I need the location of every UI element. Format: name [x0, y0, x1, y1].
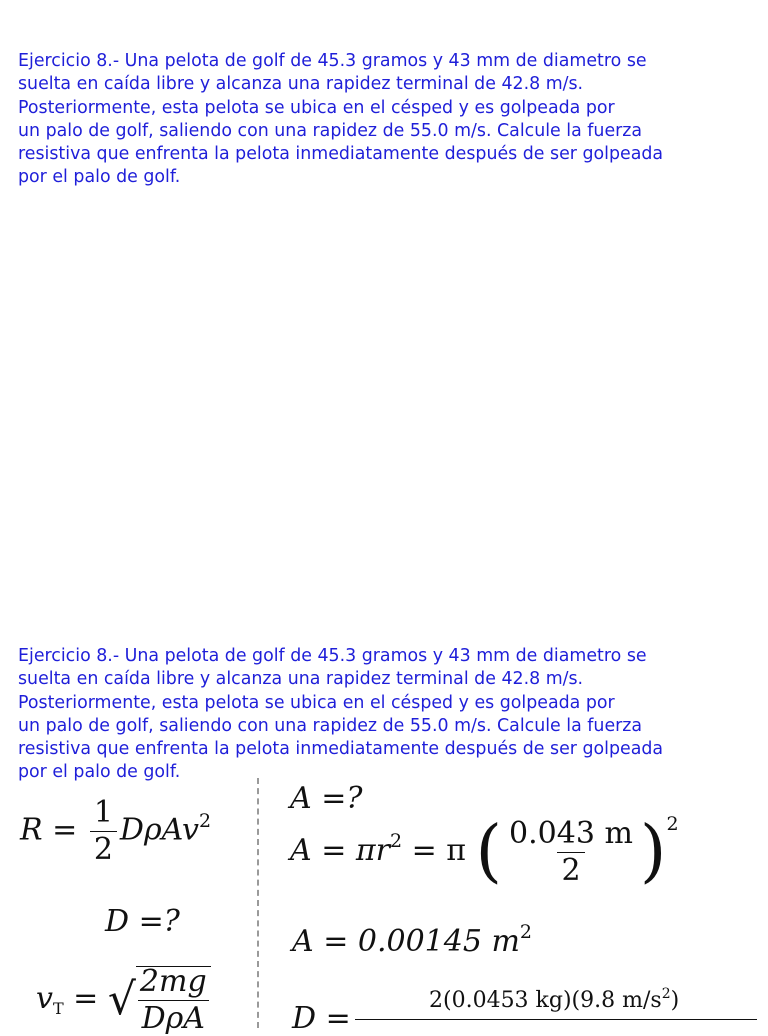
- left-paren-icon: (: [475, 812, 503, 891]
- right-paren-icon: ): [639, 812, 667, 891]
- problem-line: resistiva que enfrenta la pelota inmediatamente después de ser golpeada: [18, 144, 664, 165]
- a-unknown-text: A =?: [290, 781, 363, 816]
- d-numerator: [429, 986, 680, 1013]
- problem-line: un palo de golf, saliendo con una rapidez de 55.0 m/s. Calcule la fuerza: [18, 120, 643, 141]
- area-result-exponent: 2: [519, 921, 533, 943]
- problem-line: resistiva que enfrenta la pelota inmediatamente después de ser golpeada: [18, 739, 664, 760]
- drag-rhs: DρAv: [119, 812, 199, 848]
- half-denominator: 2: [90, 831, 117, 865]
- problem-line: un palo de golf, saliendo con una rapidez de 55.0 m/s. Calcule la fuerza: [18, 715, 643, 736]
- vt-numerator: 2mg: [139, 964, 207, 999]
- area-equals-pi: = π: [411, 833, 466, 868]
- area-numerator: 0.043 m: [509, 815, 633, 851]
- problem-statement-top: [18, 50, 763, 190]
- d-unknown: [105, 904, 180, 939]
- vt-equals: =: [73, 981, 99, 1016]
- d-fraction-bar: [355, 1019, 757, 1020]
- problem-line: Posteriormente, esta pelota se ubica en el césped y es golpeada por: [18, 692, 615, 713]
- area-outer-exponent: 2: [666, 813, 679, 835]
- problem-line: Ejercicio 8.- Una pelota de golf de 45.3 gramos y 43 mm de diametro se: [18, 51, 647, 71]
- vt-subscript: T: [52, 999, 64, 1018]
- area-exponent: 2: [389, 830, 403, 852]
- area-result: [292, 921, 533, 959]
- vt-denominator: DρA: [138, 1000, 209, 1034]
- problem-line: Posteriormente, esta pelota se ubica en el césped y es golpeada por: [18, 97, 615, 118]
- area-fraction: [505, 815, 637, 888]
- drag-lhs: R =: [20, 812, 78, 848]
- d-formula-lhs: [292, 1001, 351, 1036]
- a-unknown: [290, 781, 363, 816]
- half-numerator: 1: [93, 795, 113, 830]
- vt-symbol: v: [36, 981, 53, 1016]
- problem-line: por el palo de golf.: [18, 167, 181, 188]
- drag-force-formula: [20, 795, 212, 867]
- problem-line: suelta en caída libre y alcanza una rapidez terminal de 42.8 m/s.: [18, 669, 584, 690]
- drag-exponent: 2: [199, 809, 212, 832]
- area-formula: [290, 812, 679, 891]
- d-unknown-text: D =?: [105, 904, 180, 939]
- d-lhs-text: D =: [292, 1001, 351, 1036]
- d-numerator-exponent: 2: [661, 986, 671, 1002]
- half-fraction: [90, 795, 117, 867]
- area-lhs: A = πr: [290, 833, 390, 868]
- area-denominator: 2: [557, 852, 584, 886]
- area-result-text: A = 0.00145 m: [292, 924, 520, 959]
- d-numerator-text: 2(0.0453 kg)(9.8 m/s: [429, 988, 662, 1013]
- problem-statement-bottom: [18, 645, 763, 785]
- sqrt-sign-icon: √: [107, 974, 136, 1025]
- problem-line: suelta en caída libre y alcanza una rapidez terminal de 42.8 m/s.: [18, 74, 584, 95]
- d-numerator-close: ): [670, 988, 680, 1013]
- column-divider: [257, 778, 259, 1028]
- problem-line: por el palo de golf.: [18, 762, 181, 783]
- problem-line: Ejercicio 8.- Una pelota de golf de 45.3 gramos y 43 mm de diametro se: [18, 646, 647, 666]
